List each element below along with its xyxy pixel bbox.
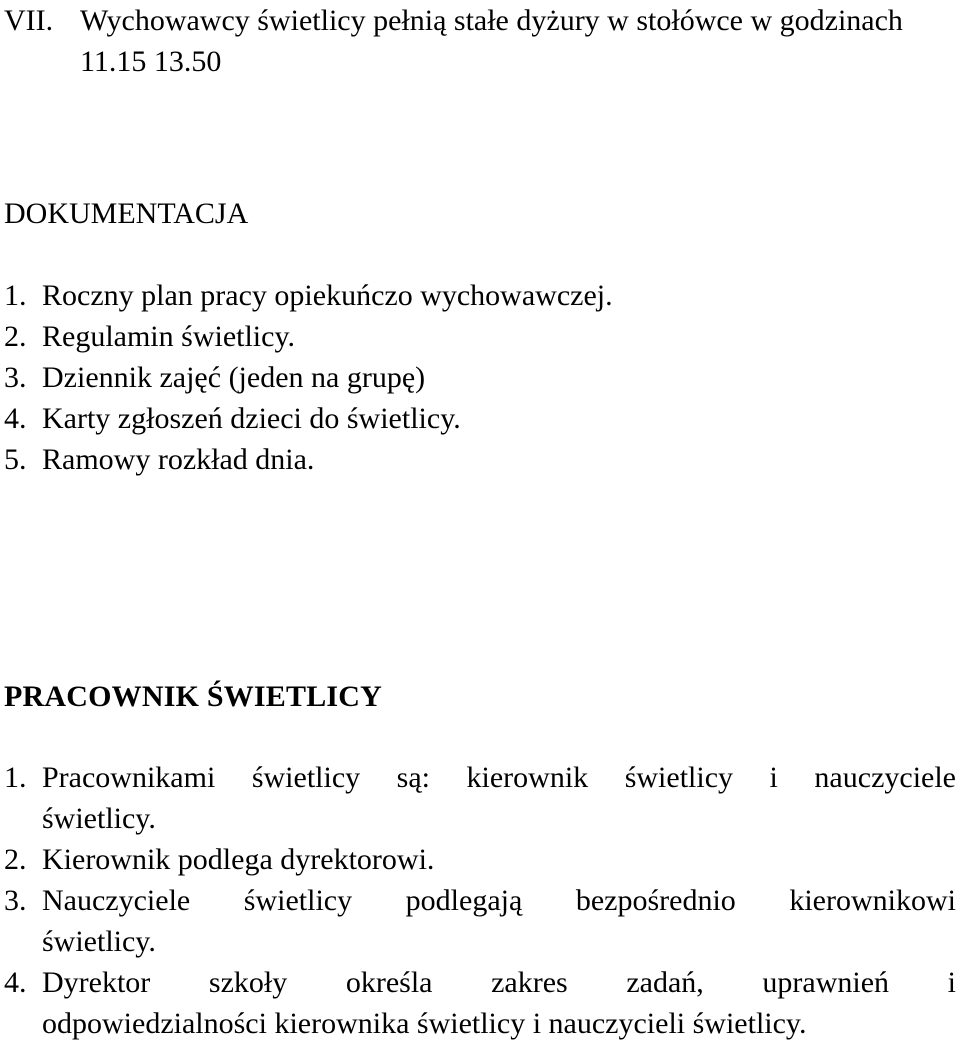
list-item-text: Kierownik podlega dyrektorowi. bbox=[42, 843, 435, 876]
list-item bbox=[4, 357, 956, 398]
list-item-line bbox=[4, 880, 956, 921]
section-number: VII. bbox=[4, 4, 54, 37]
list-item-number: 3. bbox=[4, 361, 27, 394]
list-item bbox=[4, 439, 956, 480]
list-item-line bbox=[4, 962, 956, 1003]
dokumentacja-heading: DOKUMENTACJA bbox=[4, 197, 249, 230]
list-item-text: Roczny plan pracy opiekuńczo wychowawczej. bbox=[42, 279, 613, 312]
list-item-line bbox=[4, 757, 956, 798]
list-item-line bbox=[4, 839, 956, 880]
list-item bbox=[4, 839, 956, 880]
list-item-number: 2. bbox=[4, 320, 27, 353]
list-item-text: Nauczyciele świetlicy podlegają bezpośrednio kierownikowi bbox=[42, 884, 956, 917]
list-item-continuation bbox=[4, 1003, 956, 1044]
pracownik-section bbox=[4, 676, 956, 717]
list-item-continuation bbox=[4, 798, 956, 839]
dokumentacja-section bbox=[4, 193, 956, 234]
list-item-text: Dziennik zajęć (jeden na grupę) bbox=[42, 361, 426, 394]
list-item-text: Karty zgłoszeń dzieci do świetlicy. bbox=[42, 402, 461, 435]
list-item bbox=[4, 316, 956, 357]
section-vii-line-2 bbox=[4, 41, 956, 82]
list-item bbox=[4, 275, 956, 316]
section-vii-hours: 11.15 13.50 bbox=[80, 45, 222, 78]
list-item-number: 3. bbox=[4, 884, 27, 917]
list-item-number: 2. bbox=[4, 843, 27, 876]
list-item-number: 5. bbox=[4, 443, 27, 476]
list-item-number: 4. bbox=[4, 966, 27, 999]
list-item-text: świetlicy. bbox=[42, 925, 156, 958]
section-vii bbox=[4, 0, 956, 82]
list-item bbox=[4, 398, 956, 439]
list-item bbox=[4, 757, 956, 839]
pracownik-list bbox=[4, 757, 956, 1044]
list-item-continuation bbox=[4, 921, 956, 962]
list-item-text: Ramowy rozkład dnia. bbox=[42, 443, 315, 476]
section-vii-line-1 bbox=[4, 0, 956, 41]
list-item bbox=[4, 962, 956, 1044]
list-item-text: Dyrektor szkoły określa zakres zadań, uprawnień i bbox=[42, 966, 956, 999]
pracownik-heading: PRACOWNIK ŚWIETLICY bbox=[4, 680, 383, 713]
list-item-text: Regulamin świetlicy. bbox=[42, 320, 296, 353]
list-item-number: 1. bbox=[4, 279, 27, 312]
list-item-number: 4. bbox=[4, 402, 27, 435]
list-item bbox=[4, 880, 956, 962]
list-item-text: odpowiedzialności kierownika świetlicy i nauczycieli świetlicy. bbox=[42, 1007, 807, 1040]
section-vii-text: Wychowawcy świetlicy pełnią stałe dyżury w stołówce w godzinach bbox=[80, 4, 903, 37]
list-item-text: Pracownikami świetlicy są: kierownik świetlicy i nauczyciele bbox=[42, 761, 956, 794]
list-item-number: 1. bbox=[4, 761, 27, 794]
dokumentacja-list bbox=[4, 275, 956, 480]
list-item-text: świetlicy. bbox=[42, 802, 156, 835]
